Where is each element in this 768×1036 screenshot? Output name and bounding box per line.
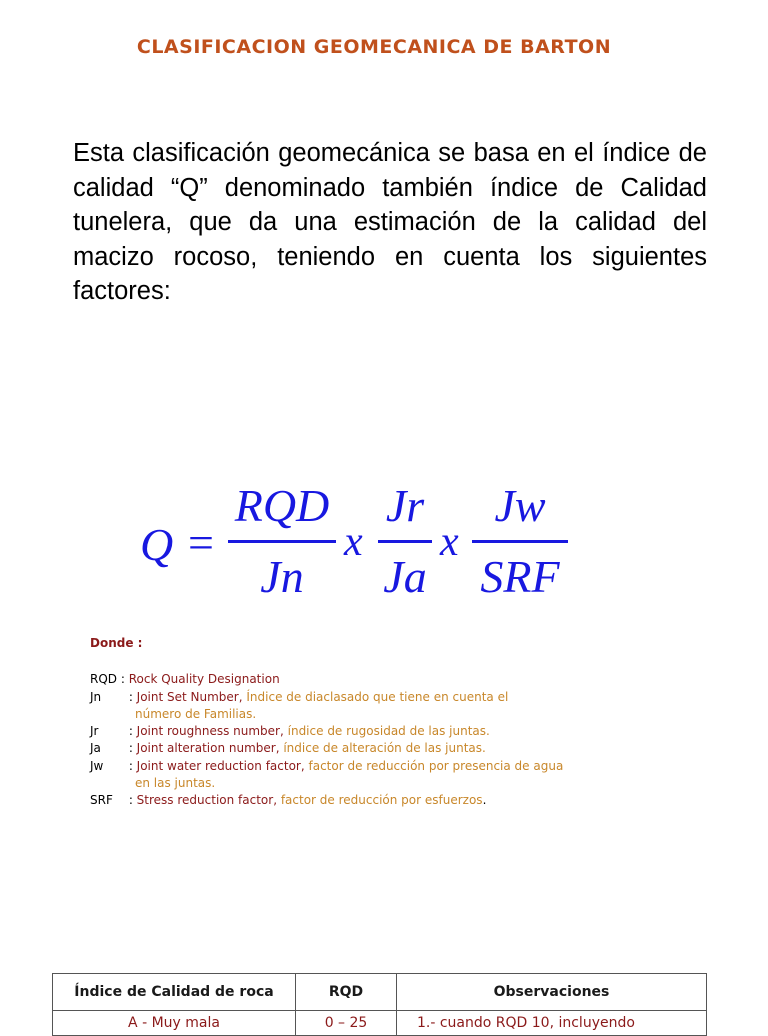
table-row — [53, 1011, 707, 1036]
legend-abbr: Jr — [90, 724, 99, 739]
legend-sep: : — [125, 741, 137, 756]
legend-continuation: en las juntas. — [135, 776, 216, 791]
fraction-numerator: Jr — [385, 480, 425, 531]
fraction-numerator: Jw — [494, 480, 546, 531]
legend-abbr: SRF — [90, 793, 113, 808]
fraction-jw-srf — [472, 478, 568, 605]
page-title: CLASIFICACION GEOMECANICA DE BARTON — [136, 36, 612, 58]
legend-sep: : — [117, 672, 129, 687]
legend-abbr: Jn — [90, 689, 102, 704]
legend-sep: : — [125, 724, 137, 739]
legend-spanish: índice de alteración de las juntas. — [279, 741, 486, 756]
fraction-bar — [228, 540, 336, 543]
fraction-jr-ja — [378, 478, 432, 605]
quality-table — [52, 973, 707, 1036]
legend-english: Joint alteration number, — [136, 741, 280, 756]
fraction-rqd-jn — [228, 478, 336, 605]
legend-period: . — [482, 793, 487, 808]
legend-item-ja — [90, 740, 610, 757]
fraction-denominator: Ja — [383, 551, 427, 602]
header-observaciones: Observaciones — [397, 974, 707, 1011]
legend-spanish: Índice de diaclasado que tiene en cuenta el — [242, 689, 509, 704]
legend-item-jn — [90, 689, 610, 706]
legend-spanish: índice de rugosidad de las juntas. — [283, 724, 490, 739]
legend-heading: Donde : — [90, 636, 143, 650]
cell-observaciones: 1.- cuando RQD 10, incluyendo — [397, 1011, 707, 1036]
header-rqd: RQD — [296, 974, 397, 1011]
legend-sep: : — [125, 758, 137, 773]
formula-times: x — [440, 519, 459, 565]
legend-abbr: Jw — [90, 758, 104, 773]
header-indice: Índice de Calidad de roca — [53, 974, 296, 1011]
legend-continuation: número de Familias. — [135, 706, 257, 721]
fraction-numerator: RQD — [234, 480, 330, 531]
cell-rqd: 0 – 25 — [296, 1011, 397, 1036]
legend-english: Rock Quality Designation — [128, 672, 280, 687]
legend-english: Joint roughness number, — [136, 724, 284, 739]
legend-item-jw — [90, 758, 610, 775]
q-formula — [140, 478, 580, 608]
table-header-row — [53, 974, 707, 1011]
fraction-denominator: Jn — [260, 551, 304, 602]
legend-item-jr — [90, 723, 610, 740]
cell-indice: A - Muy mala — [53, 1011, 296, 1036]
fraction-bar — [378, 540, 432, 543]
variable-legend — [90, 635, 610, 810]
fraction-bar — [472, 540, 568, 543]
legend-english: Stress reduction factor, — [136, 793, 278, 808]
legend-spanish: factor de reducción por presencia de agua — [304, 758, 564, 773]
legend-item-srf — [90, 792, 610, 809]
legend-sep: : — [125, 793, 137, 808]
legend-item-rqd — [90, 671, 610, 688]
formula-equals: = — [188, 517, 214, 568]
legend-abbr: Ja — [90, 741, 101, 756]
legend-sep: : — [125, 689, 137, 704]
intro-paragraph: Esta clasificación geomecánica se basa en el índice de calidad “Q” denominado también índice de Calidad tunelera, que da una estimación de la calidad del macizo rocoso, teniendo en cuenta los siguientes factores: — [73, 139, 707, 305]
legend-english: Joint water reduction factor, — [136, 758, 305, 773]
formula-times: x — [344, 519, 363, 565]
formula-q: Q — [140, 519, 174, 570]
legend-english: Joint Set Number, — [136, 689, 243, 704]
legend-abbr: RQD — [90, 672, 118, 687]
fraction-denominator: SRF — [480, 551, 560, 602]
legend-spanish: factor de reducción por esfuerzos — [277, 793, 483, 808]
